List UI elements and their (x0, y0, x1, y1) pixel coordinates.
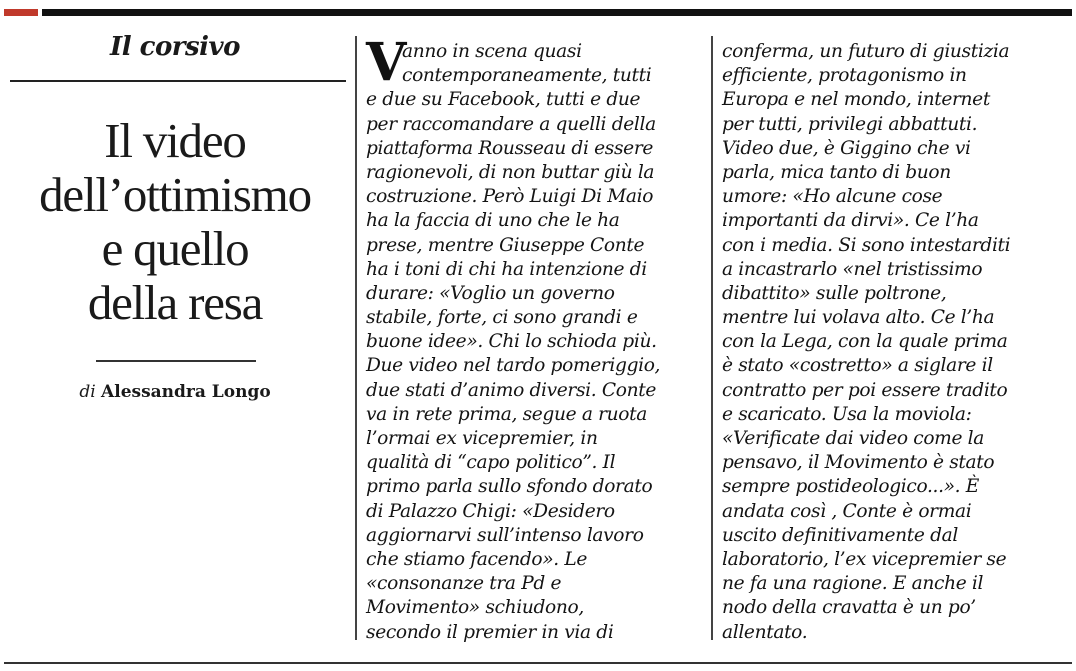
text-line: nodo della cravatta è un po’ (722, 597, 976, 619)
text-line: «consonanze tra Pd e (366, 573, 562, 595)
text-line: con la Lega, con la quale prima (722, 331, 1008, 353)
text-line: «Verificate dai video come la (722, 428, 984, 449)
top-rule (42, 9, 1072, 16)
article-column-1 (366, 32, 704, 645)
column-divider (711, 36, 713, 640)
text-line: laboratorio, l’ex vicepremier se (722, 548, 1007, 570)
top-accent-bar (4, 9, 38, 16)
byline-prefix: di (79, 382, 96, 402)
text-line: dibattito» sulle poltrone, (722, 282, 947, 304)
text-line: è stato «costretto» a siglare il (722, 355, 993, 377)
text-line: per raccomandare a quelli della (366, 113, 656, 135)
text-line: primo parla sullo sfondo dorato (366, 476, 653, 498)
text-line: con i media. Si sono intestarditi (722, 234, 1011, 256)
text-line: prese, mentre Giuseppe Conte (366, 234, 645, 256)
text-line: di Palazzo Chigi: «Desidero (366, 500, 615, 522)
text-line: contemporaneamente, tutti (402, 65, 652, 87)
text-line: parla, mica tanto di buon (722, 161, 951, 183)
text-line: buone idee». Chi lo schioda più. (366, 331, 657, 353)
headline (4, 114, 346, 330)
text-line: e scaricato. Usa la moviola: (722, 403, 972, 425)
rubric: Il corsivo (110, 32, 240, 62)
drop-cap: V (366, 32, 407, 93)
text-line: ne fa una ragione. E anche il (722, 573, 984, 595)
text-line: uscito definitivamente dal (722, 524, 958, 546)
text-line: a incastrarlo «nel tristissimo (722, 258, 983, 280)
article-column-2 (722, 40, 1062, 645)
text-line: durare: «Voglio un governo (366, 282, 615, 304)
text-line: stabile, forte, ci sono grandi e (366, 307, 638, 329)
text-line: ha la faccia di uno che le ha (366, 210, 620, 232)
rubric-divider (10, 80, 346, 82)
text-line: va in rete prima, segue a ruota (366, 403, 647, 425)
text-line: allentato. (722, 621, 808, 643)
headline-line: dell’ottimismo (39, 167, 311, 222)
title-column (4, 24, 346, 654)
column-divider (355, 36, 357, 640)
text-line: efficiente, protagonismo in (722, 65, 967, 87)
text-line: qualità di “capo politico”. Il (366, 452, 616, 474)
text-line: pensavo, il Movimento è stato (722, 452, 995, 474)
text-line: Europa e nel mondo, internet (722, 89, 990, 111)
bottom-rule (4, 662, 1072, 664)
text-line: costruzione. Però Luigi Di Maio (366, 186, 654, 208)
text-line: andata così , Conte è ormai (722, 500, 972, 522)
text-line: ha i toni di chi ha intenzione di (366, 258, 647, 280)
headline-line: Il video (104, 113, 246, 168)
text-line: anno in scena quasi (402, 41, 582, 62)
text-line: importanti da dirvi». Ce l’ha (722, 210, 979, 232)
text-line: che stiamo facendo». Le (366, 548, 588, 570)
headline-line: e quello (101, 221, 249, 276)
byline (4, 382, 346, 402)
text-line: piattaforma Rousseau di essere (366, 137, 654, 159)
text-line: e due su Facebook, tutti e due (366, 89, 641, 111)
text-line: ragionevoli, di non buttar giù la (366, 161, 655, 183)
headline-line: della resa (87, 275, 263, 330)
text-line: mentre lui volava alto. Ce l’ha (722, 307, 995, 329)
author-name: Alessandra Longo (101, 382, 271, 402)
text-line: conferma, un futuro di giustizia (722, 41, 1010, 62)
text-line: sempre postideologico...». È (722, 476, 980, 498)
text-line: contratto per poi essere tradito (722, 379, 1008, 401)
text-line: Due video nel tardo pomeriggio, (366, 355, 661, 377)
text-line: secondo il premier in via di (366, 621, 614, 643)
text-line: aggiornarvi sull’intenso lavoro (366, 524, 644, 546)
text-line: Movimento» schiudono, (366, 597, 584, 619)
text-line: Video due, è Giggino che vi (722, 137, 971, 159)
headline-divider (96, 360, 256, 362)
text-line: l’ormai ex vicepremier, in (366, 428, 598, 449)
text-line: umore: «Ho alcune cose (722, 186, 943, 208)
text-line: per tutti, privilegi abbattuti. (722, 113, 978, 135)
text-line: due stati d’animo diversi. Conte (366, 379, 657, 401)
